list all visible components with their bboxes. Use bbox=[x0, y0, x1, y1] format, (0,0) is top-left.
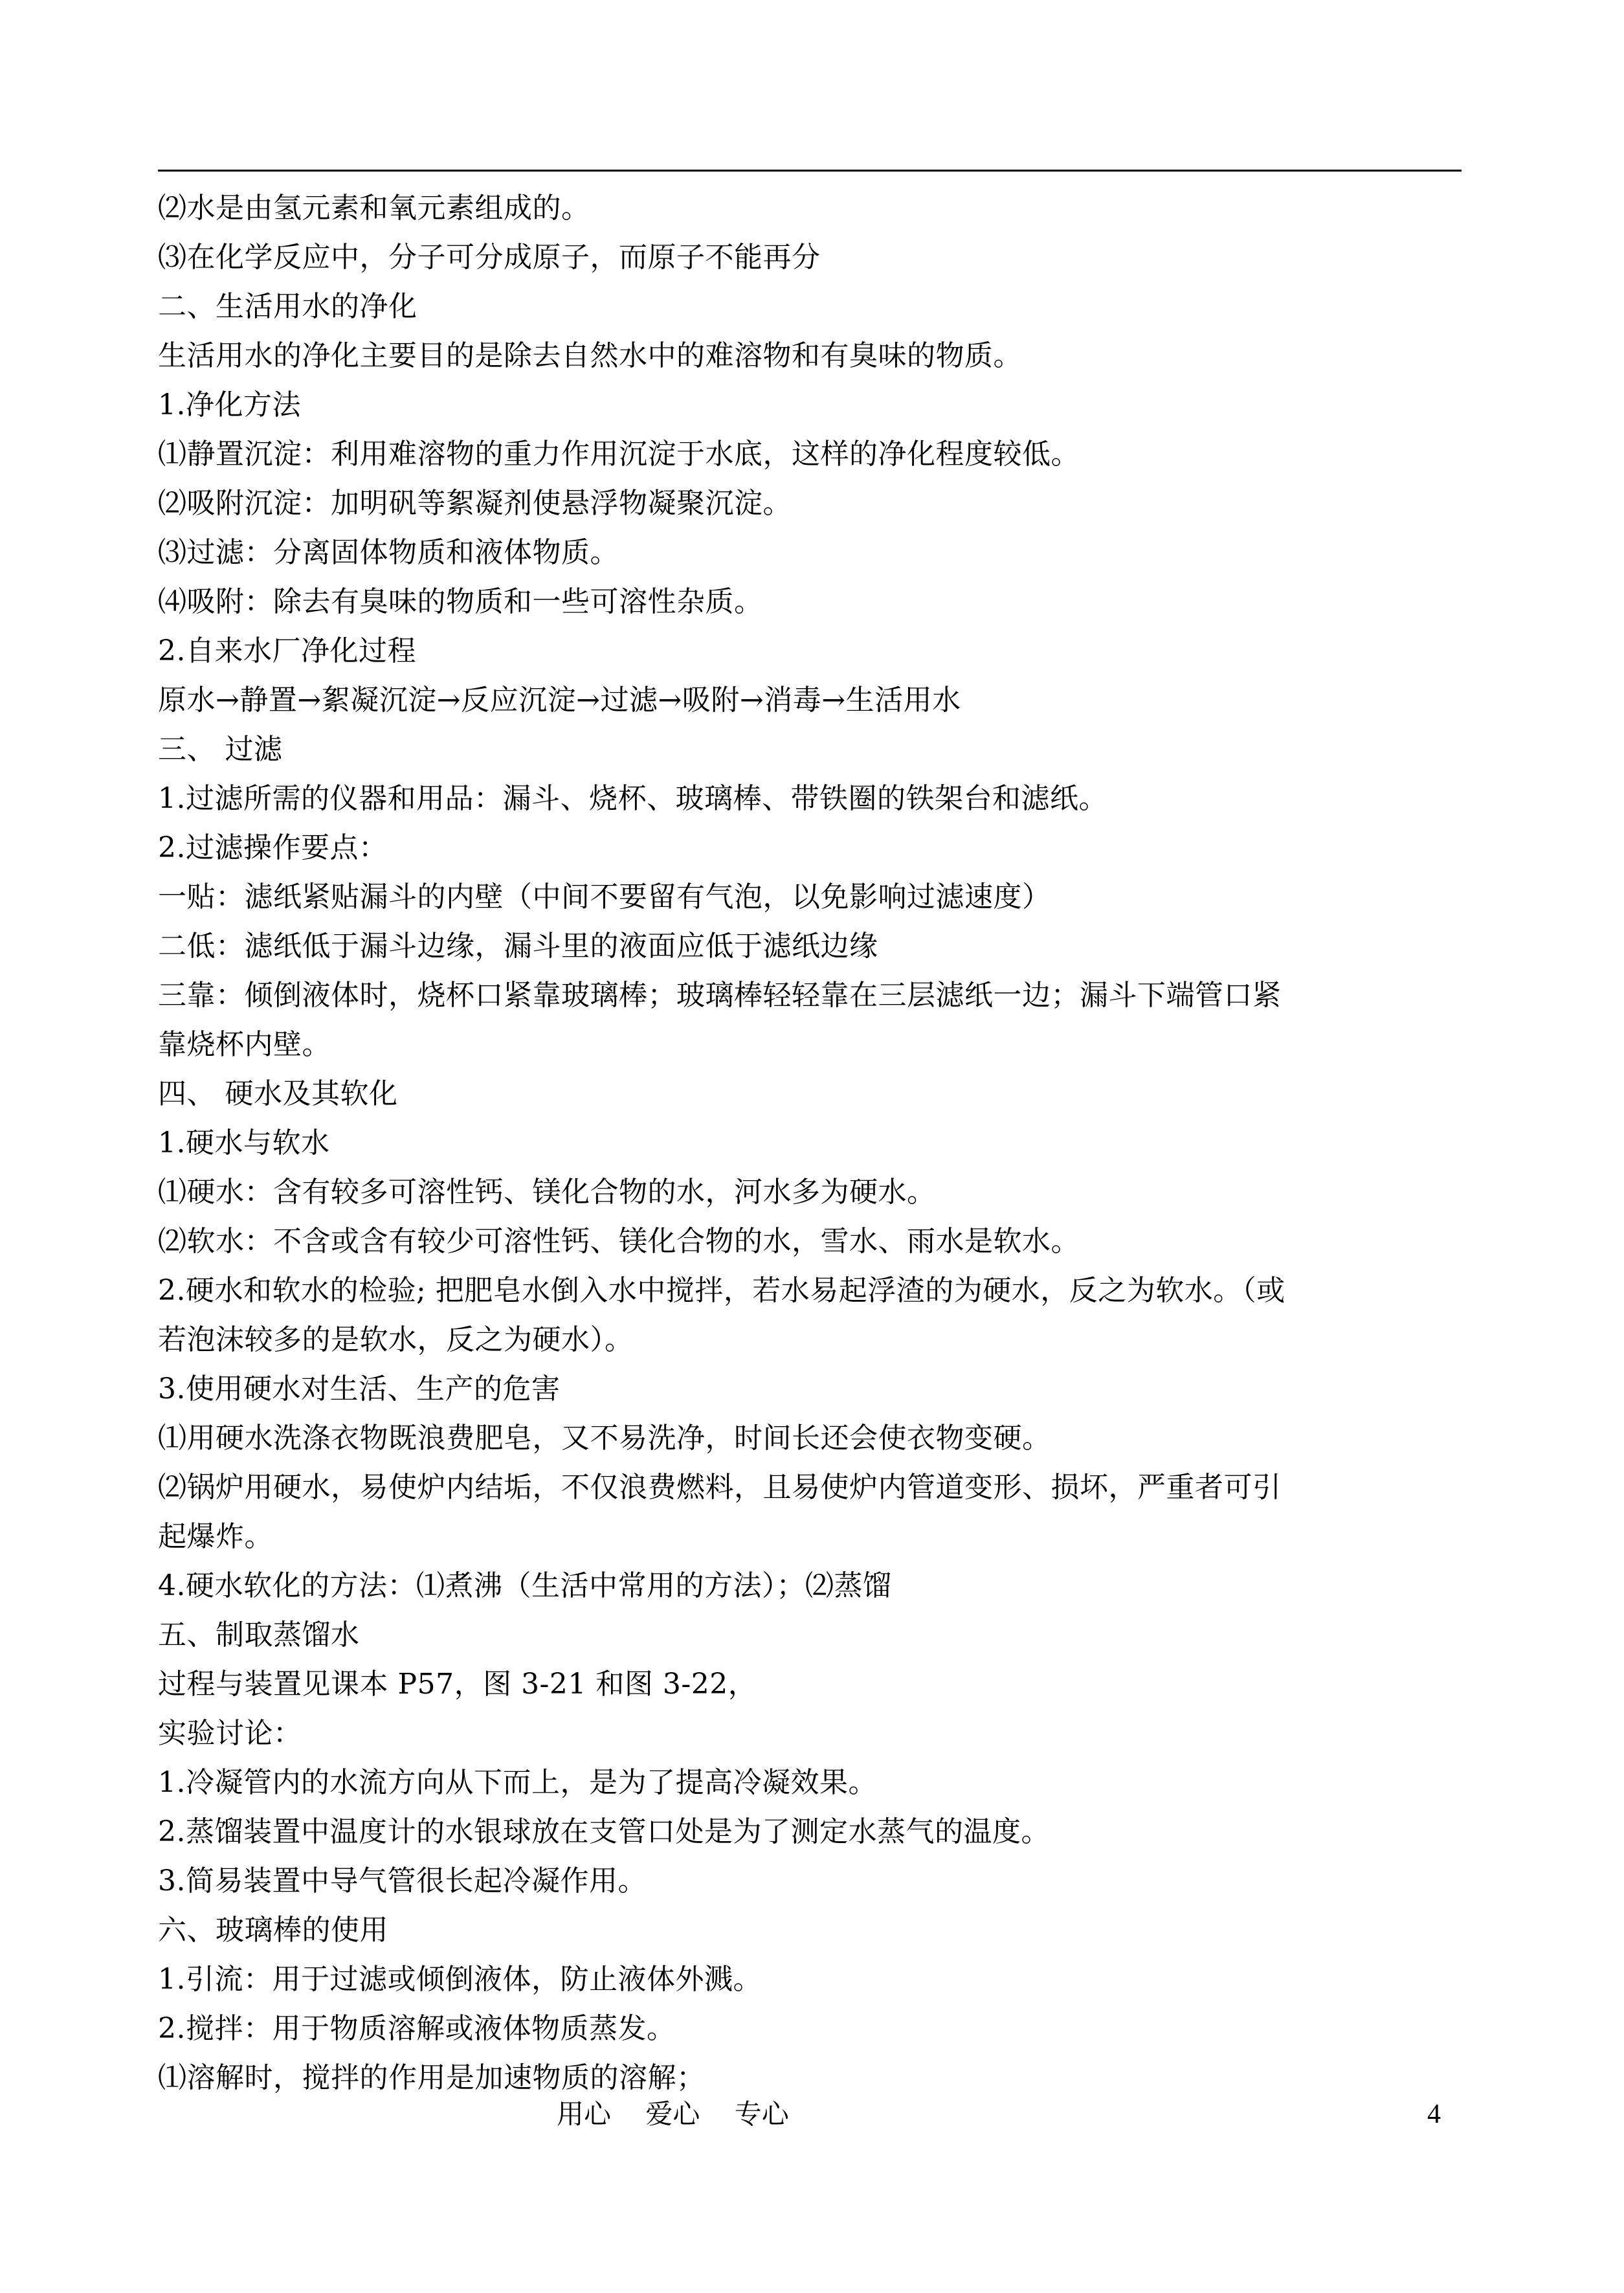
text-line: 实验讨论： bbox=[158, 1717, 302, 1750]
text-line: ⑴用硬水洗涤衣物既浪费肥皂，又不易洗净，时间长还会使衣物变硬。 bbox=[158, 1422, 1051, 1455]
text-line: 2.蒸馏装置中温度计的水银球放在支管口处是为了测定水蒸气的温度。 bbox=[158, 1815, 1050, 1848]
text-line: 原水→静置→絮凝沉淀→反应沉淀→过滤→吸附→消毒→生活用水 bbox=[158, 684, 961, 717]
text-line: 1.冷凝管内的水流方向从下而上，是为了提高冷凝效果。 bbox=[158, 1766, 877, 1799]
text-line: ⑷吸附：除去有臭味的物质和一些可溶性杂质。 bbox=[158, 585, 763, 618]
text-line: ⑴静置沉淀：利用难溶物的重力作用沉淀于水底，这样的净化程度较低。 bbox=[158, 438, 1080, 471]
text-line: 1.过滤所需的仪器和用品：漏斗、烧杯、玻璃棒、带铁圈的铁架台和滤纸。 bbox=[158, 782, 1107, 815]
text-line: 三靠：倾倒液体时，烧杯口紧靠玻璃棒；玻璃棒轻轻靠在三层滤纸一边；漏斗下端管口紧 bbox=[158, 979, 1282, 1012]
text-line: 靠烧杯内壁。 bbox=[158, 1028, 331, 1061]
text-line: 2.硬水和软水的检验; 把肥皂水倒入水中搅拌，若水易起浮渣的为硬水，反之为软水。（或 bbox=[158, 1274, 1285, 1307]
subheading: 1.硬水与软水 bbox=[158, 1126, 330, 1159]
text-line: 1.引流：用于过滤或倾倒液体，防止液体外溅。 bbox=[158, 1963, 762, 1996]
section-heading: 四、 硬水及其软化 bbox=[158, 1077, 398, 1110]
subheading: 2.自来水厂净化过程 bbox=[158, 634, 416, 667]
section-heading: 五、制取蒸馏水 bbox=[158, 1618, 360, 1651]
text-line: ⑵水是由氢元素和氧元素组成的。 bbox=[158, 192, 590, 225]
text-line: 2.搅拌：用于物质溶解或液体物质蒸发。 bbox=[158, 2012, 676, 2045]
text-line: ⑶过滤：分离固体物质和液体物质。 bbox=[158, 536, 619, 569]
text-line: 若泡沫较多的是软水，反之为硬水）。 bbox=[158, 1323, 634, 1356]
text-line: 生活用水的净化主要目的是除去自然水中的难溶物和有臭味的物质。 bbox=[158, 339, 1022, 372]
text-line: 过程与装置见课本 P57，图 3-21 和图 3-22， bbox=[158, 1668, 757, 1701]
subheading: 3.使用硬水对生活、生产的危害 bbox=[158, 1372, 561, 1405]
text-line: 二低：滤纸低于漏斗边缘，漏斗里的液面应低于滤纸边缘 bbox=[158, 930, 878, 963]
section-heading: 六、玻璃棒的使用 bbox=[158, 1914, 388, 1947]
section-heading: 三、 过滤 bbox=[158, 733, 283, 766]
text-line: ⑵锅炉用硬水，易使炉内结垢，不仅浪费燃料，且易使炉内管道变形、损坏，严重者可引 bbox=[158, 1471, 1282, 1504]
page-number: 4 bbox=[1427, 2099, 1441, 2129]
text-line: 起爆炸。 bbox=[158, 1520, 273, 1553]
subheading: 1.净化方法 bbox=[158, 388, 301, 421]
text-line: 4.硬水软化的方法：⑴煮沸（生活中常用的方法）；⑵蒸馏 bbox=[158, 1569, 892, 1602]
text-line: ⑵软水：不含或含有较少可溶性钙、镁化合物的水，雪水、雨水是软水。 bbox=[158, 1225, 1080, 1258]
section-heading: 二、生活用水的净化 bbox=[158, 290, 417, 323]
text-line: 3.简易装置中导气管很长起冷凝作用。 bbox=[158, 1864, 647, 1897]
subheading: 2.过滤操作要点： bbox=[158, 831, 388, 864]
text-line: ⑶在化学反应中，分子可分成原子，而原子不能再分 bbox=[158, 241, 821, 274]
text-line: ⑴溶解时，搅拌的作用是加速物质的溶解； bbox=[158, 2061, 706, 2094]
text-line: 一贴：滤纸紧贴漏斗的内壁（中间不要留有气泡，以免影响过滤速度） bbox=[158, 880, 1051, 913]
text-line: ⑴硬水：含有较多可溶性钙、镁化合物的水，河水多为硬水。 bbox=[158, 1176, 936, 1209]
document-body bbox=[158, 184, 1462, 2103]
header-rule bbox=[158, 170, 1462, 172]
text-line: ⑵吸附沉淀：加明矾等絮凝剂使悬浮物凝聚沉淀。 bbox=[158, 487, 792, 520]
footer-motto: 用心 爱心 专心 bbox=[557, 2098, 789, 2130]
